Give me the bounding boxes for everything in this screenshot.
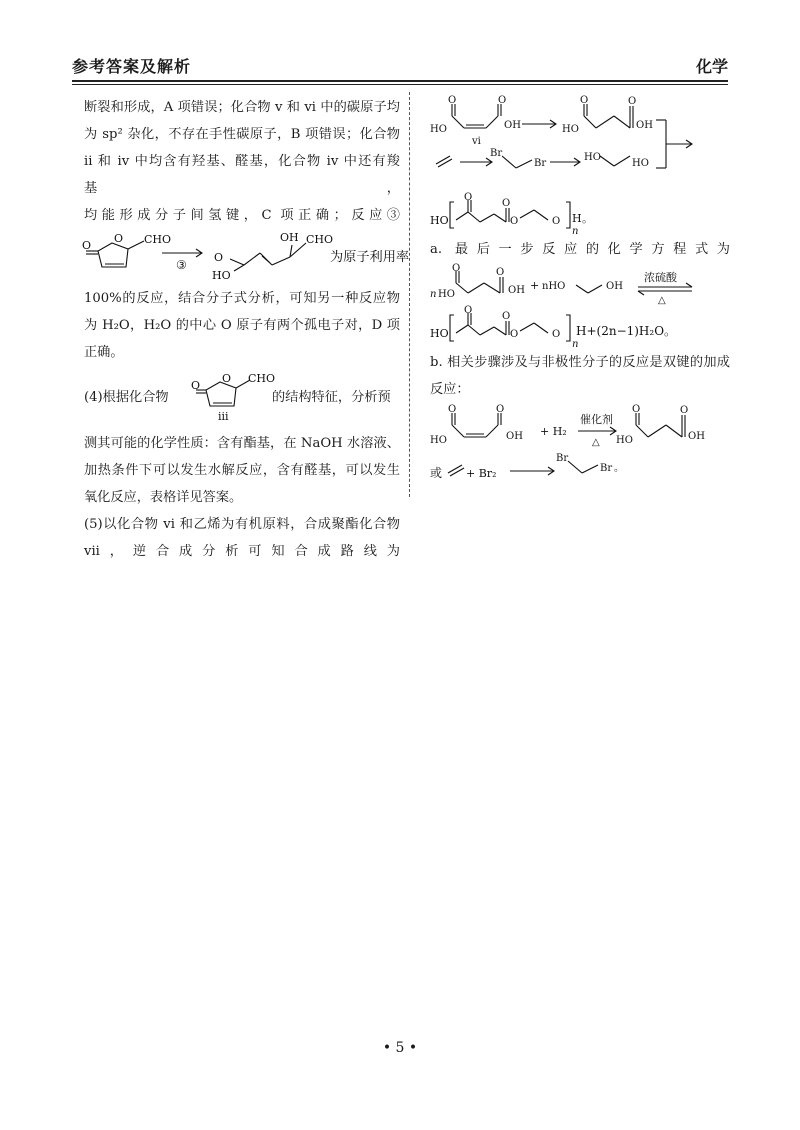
- cho-label: CHO: [248, 372, 276, 385]
- cho-label: CHO: [144, 233, 172, 246]
- ho-label: HO: [562, 124, 579, 135]
- o-label: O: [552, 329, 561, 340]
- text-line: 为 H₂O，H₂O 的中心 O 原子有两个孤电子对，D 项: [84, 318, 400, 333]
- ho-label: HO: [212, 269, 231, 282]
- reaction-3-structures: [82, 229, 410, 285]
- equation-a-products: [430, 307, 730, 349]
- equation-b-hydrogenation: [430, 403, 730, 449]
- compound-iii-line: [84, 372, 400, 430]
- o-label: O: [510, 329, 519, 340]
- o-label: O: [502, 311, 511, 322]
- polymer-vii: [430, 194, 730, 236]
- o-label: O: [448, 95, 457, 106]
- oh-label: OH: [506, 431, 523, 442]
- ho-label: HO: [430, 124, 447, 135]
- ho-label: HO: [438, 289, 455, 300]
- compound-iii-structure: [191, 372, 276, 430]
- ho-label: HO: [430, 214, 449, 227]
- products-tail: H+(2n−1)H₂O。: [576, 324, 677, 338]
- right-column: [430, 94, 730, 485]
- text-line: 加热条件下可以发生水解反应，含有醛基，可以发生: [84, 463, 400, 478]
- page-header: [72, 52, 728, 80]
- text-line: 均能形成分子间氢键，C 项正确；反应③: [84, 208, 400, 223]
- or-label: 或: [430, 466, 443, 480]
- br2-label: + Br₂: [466, 467, 497, 480]
- ho-label: HO: [430, 435, 447, 446]
- period: 。: [614, 463, 624, 474]
- h-label: H: [572, 212, 582, 225]
- step-label: ③: [176, 258, 187, 272]
- reaction-3-scheme: [82, 229, 410, 285]
- n-label: n: [572, 226, 579, 237]
- heat-label: △: [592, 437, 600, 448]
- o-label: O: [510, 216, 519, 227]
- text-line: 测其可能的化学性质：含有酯基，在 NaOH 水溶液、: [84, 436, 400, 451]
- text-line: b. 相关步骤涉及与非极性分子的反应是双键的加成: [430, 355, 730, 370]
- cho-label: CHO: [306, 233, 334, 246]
- page-number: • 5 •: [382, 1040, 418, 1056]
- catalyst-label: 浓硫酸: [644, 271, 677, 284]
- text-fragment: 的结构特征，分析预: [272, 390, 391, 405]
- text-line: vii，逆合成分析可知合成路线为: [84, 544, 400, 559]
- oh-label: OH: [508, 285, 525, 296]
- header-title: 参考答案及解析: [72, 57, 192, 76]
- o-label: O: [448, 404, 457, 415]
- scheme-tail-text: 为原子利用率: [330, 250, 410, 265]
- text-line: 氧化反应，表格详见答案。: [84, 490, 243, 505]
- o-label: O: [680, 405, 689, 416]
- equation-a-reactants: [430, 263, 730, 307]
- ring-o-label: O: [114, 232, 124, 245]
- o-label: O: [464, 192, 473, 203]
- header-subject: 化学: [695, 57, 728, 76]
- text-line: 正确。: [84, 345, 124, 360]
- compound-label: vi: [472, 136, 481, 147]
- period: 。: [582, 212, 593, 225]
- br-label: Br: [534, 158, 547, 169]
- text-line: 为 sp² 杂化，不存在手性碳原子，B 项错误；化合物: [84, 127, 400, 142]
- header-rule: [72, 80, 728, 82]
- nho-label: nHO: [542, 281, 566, 292]
- oh-label: OH: [280, 231, 299, 244]
- o-label: O: [552, 216, 561, 227]
- ho-label: HO: [632, 158, 649, 169]
- br-label: Br: [600, 463, 613, 474]
- text-line: ii 和 iv 中均含有羟基、醛基，化合物 iv 中还有羧基，: [84, 154, 400, 196]
- header-rule-thin: [72, 84, 728, 85]
- o-label: O: [496, 404, 505, 415]
- heat-label: △: [658, 295, 666, 306]
- text-line: a. 最后一步反应的化学方程式为: [430, 242, 730, 257]
- text-line: 断裂和形成，A 项错误；化合物 v 和 vi 中的碳原子均: [84, 100, 400, 115]
- ho-label: HO: [584, 152, 601, 163]
- column-divider: [409, 92, 410, 497]
- o-label: O: [628, 96, 637, 107]
- carbonyl-o-label: O: [191, 379, 201, 392]
- oh-label: OH: [636, 120, 653, 131]
- br-label: Br: [490, 148, 503, 159]
- oh-label: OH: [688, 431, 705, 442]
- o-label: O: [496, 267, 505, 278]
- n-label: n: [572, 339, 579, 350]
- left-column: [82, 94, 410, 565]
- o-label: O: [498, 95, 507, 106]
- oh-label: OH: [504, 120, 521, 131]
- ho-label: HO: [430, 327, 449, 340]
- ring-o-label: O: [222, 372, 232, 385]
- br-label: Br: [556, 453, 569, 464]
- ho-label: HO: [616, 435, 633, 446]
- equation-b-bromination: [430, 449, 730, 485]
- synthesis-route: [430, 94, 730, 194]
- text-line: (5)以化合物 vi 和乙烯为有机原料，合成聚酯化合物: [84, 517, 400, 532]
- catalyst-label: 催化剂: [580, 413, 613, 426]
- carbonyl-o-label: O: [82, 239, 92, 252]
- text-line: 100%的反应，结合分子式分析，可知另一种反应物: [84, 291, 400, 306]
- o-label: O: [464, 305, 473, 316]
- n-label: n: [430, 289, 437, 300]
- o-label: O: [632, 404, 641, 415]
- text-line: 反应：: [430, 382, 470, 397]
- o-label: O: [502, 198, 511, 209]
- plus-sign: +: [530, 279, 540, 292]
- o-label: O: [214, 251, 224, 264]
- compound-label: iii: [218, 410, 229, 423]
- h2-label: + H₂: [540, 425, 567, 438]
- oh-label: OH: [606, 281, 623, 292]
- o-label: O: [580, 95, 589, 106]
- o-label: O: [452, 263, 461, 274]
- text-fragment: (4)根据化合物: [84, 390, 169, 405]
